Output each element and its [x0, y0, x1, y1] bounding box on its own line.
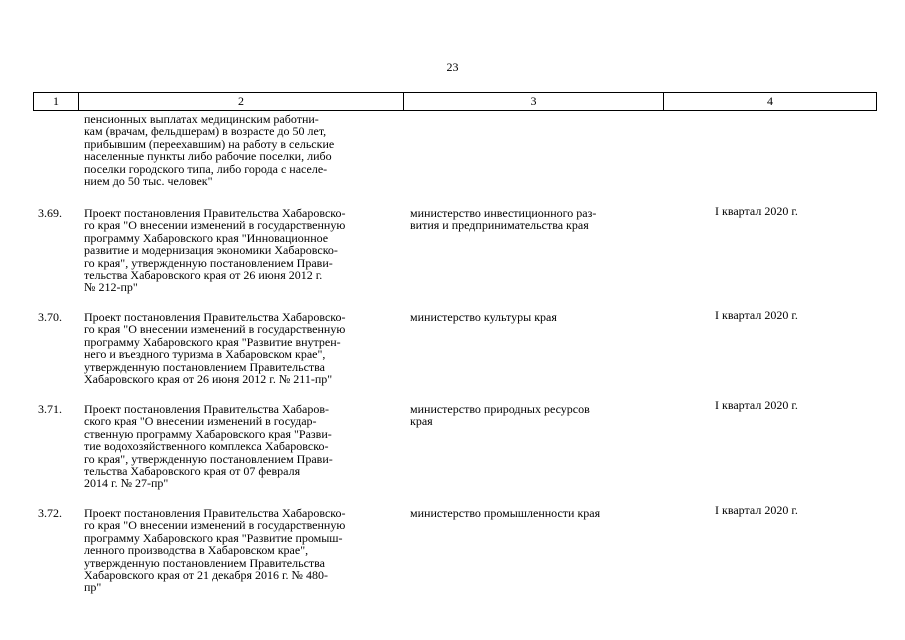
text-line: тельства Хабаровского края от 07 февраля [84, 464, 301, 479]
row-deadline: I квартал 2020 г. [715, 204, 798, 218]
text-line: № 212-пр" [84, 280, 138, 295]
text-line: Проект постановления Правительства Хабаровско- [84, 310, 346, 324]
text-line: министерство природных ресурсов [410, 402, 590, 416]
text-line: Хабаровского края от 21 декабря 2016 г. № 480- [84, 568, 328, 583]
text-line: Проект постановления Правительства Хабаровско- [84, 206, 346, 220]
text-line: прибывшим (переехавшим) на работу в сельские [84, 136, 335, 151]
row-number: 3.71. [38, 402, 62, 416]
text-line: Хабаровского края от 26 июня 2012 г. № 211-пр" [84, 372, 333, 387]
row-deadline: I квартал 2020 г. [715, 308, 798, 322]
text-line: программу Хабаровского края "Инновационное [84, 230, 329, 245]
text-line: го края "О внесении изменений в государственную [84, 322, 346, 337]
text-line: пенсионных выплатах медицинским работни- [84, 112, 319, 126]
text-line: него и въездного туризма в Хабаровском крае", [84, 347, 326, 362]
row-description [84, 311, 414, 385]
row-description [84, 507, 414, 594]
text-line: Проект постановления Правительства Хабаровско- [84, 506, 346, 520]
header-col-4: 4 [767, 94, 773, 108]
text-line: го края "О внесении изменений в государственную [84, 518, 346, 533]
page-number: 23 [446, 60, 459, 74]
table-header [33, 92, 877, 111]
row-responsible [410, 403, 660, 428]
text-line: ственную программу Хабаровского края "Разви- [84, 426, 332, 441]
text-line: 2014 г. № 27-пр" [84, 476, 169, 491]
text-line: го края", утвержденную постановлением Прави- [84, 451, 333, 466]
text-line: программу Хабаровского края "Развитие промыш- [84, 530, 343, 545]
text-line: го края", утвержденную постановлением Прави- [84, 255, 333, 270]
row-responsible [410, 311, 660, 323]
text-line: ленного производства в Хабаровском крае", [84, 543, 309, 558]
row-responsible [410, 207, 660, 232]
row-number: 3.70. [38, 310, 62, 324]
header-col-2: 2 [79, 93, 404, 110]
text-line: министерство промышленности края [410, 506, 601, 520]
text-line: края [410, 414, 433, 429]
header-col-3: 3 [404, 93, 664, 110]
text-line: программу Хабаровского края "Развитие внутрен- [84, 334, 341, 349]
row-deadline: I квартал 2020 г. [715, 503, 798, 517]
text-line: поселки городского типа, либо города с населе- [84, 161, 328, 176]
text-line: нием до 50 тыс. человек" [84, 174, 213, 189]
header-col-1: 1 [34, 93, 79, 110]
text-line: Проект постановления Правительства Хабаров- [84, 402, 330, 416]
text-line: развитие и модернизация экономики Хабаровско- [84, 243, 338, 258]
row-description [84, 403, 414, 490]
text-line: тельства Хабаровского края от 26 июня 2012 г. [84, 268, 323, 283]
text-line: населенные пункты либо рабочие поселки, либо [84, 149, 332, 164]
text-line: кам (врачам, фельдшерам) в возрасте до 50 лет, [84, 124, 327, 139]
text-line: министерство инвестиционного раз- [410, 206, 597, 220]
text-line: министерство культуры края [410, 310, 557, 324]
text-line: го края "О внесении изменений в государственную [84, 218, 346, 233]
text-line: утвержденную постановлением Правительства [84, 359, 325, 374]
continuation-text [84, 113, 414, 187]
text-line: утвержденную постановлением Правительства [84, 555, 325, 570]
text-line: тие водохозяйственного комплекса Хабаровско- [84, 439, 329, 454]
row-responsible [410, 507, 660, 519]
row-description [84, 207, 414, 294]
row-number: 3.69. [38, 206, 62, 220]
row-deadline: I квартал 2020 г. [715, 398, 798, 412]
text-line: вития и предпринимательства края [410, 218, 589, 233]
text-line: ского края "О внесении изменений в государ- [84, 414, 317, 429]
row-number: 3.72. [38, 506, 62, 520]
text-line: пр" [84, 580, 102, 595]
